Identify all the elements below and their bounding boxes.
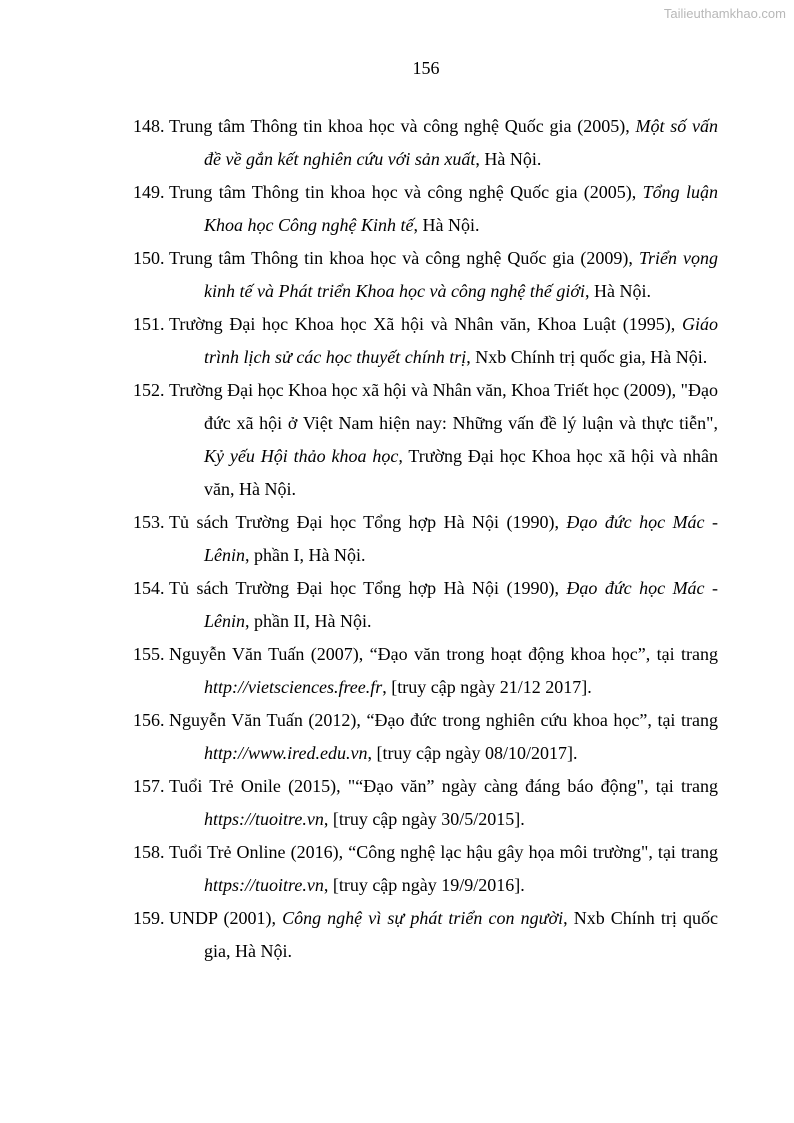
reference-text: Trường Đại học Khoa học xã hội và nhân văn, Hà Nội. (204, 446, 719, 499)
reference-number: 148. (133, 116, 165, 136)
reference-item (133, 572, 718, 638)
reference-text: , [truy cập ngày 30/5/2015]. (323, 809, 525, 829)
reference-title: Đạo đức học Mác - Lênin (204, 578, 718, 631)
reference-text: , [truy cập ngày 08/10/2017]. (367, 743, 578, 763)
reference-text: , [truy cập ngày 21/12 2017]. (382, 677, 592, 697)
reference-number: 159. (133, 908, 165, 928)
reference-text: Trung tâm Thông tin khoa học và công nghệ Quốc gia (2005), (169, 182, 643, 202)
reference-title: Tổng luận Khoa học Công nghệ Kinh tế (204, 182, 719, 235)
reference-item (133, 176, 718, 242)
reference-text: Tủ sách Trường Đại học Tổng hợp Hà Nội (1990), (169, 578, 567, 598)
reference-title: Kỷ yếu Hội thảo khoa học, (204, 446, 403, 466)
watermark: Tailieuthamkhao.com (663, 6, 786, 21)
reference-text: Trung tâm Thông tin khoa học và công nghệ Quốc gia (2005), (169, 116, 636, 136)
reference-text: Tuổi Trẻ Onile (2015), "“Đạo văn” ngày càng đáng báo động", tại trang (169, 776, 718, 796)
reference-text: , Nxb Chính trị quốc gia, Hà Nội. (204, 908, 719, 961)
reference-text: Tủ sách Trường Đại học Tổng hợp Hà Nội (1990), (169, 512, 567, 532)
reference-text: , phần II, Hà Nội. (245, 611, 372, 631)
reference-item (133, 242, 718, 308)
reference-list (133, 110, 718, 968)
reference-item (133, 902, 718, 968)
reference-title: Triển vọng kinh tế và Phát triển Khoa học và công nghệ thế giới (204, 248, 718, 301)
reference-title: http://www.ired.edu.vn (204, 743, 368, 763)
reference-item (133, 836, 718, 902)
reference-text: , Hà Nội. (475, 149, 542, 169)
reference-item (133, 704, 718, 770)
reference-number: 150. (133, 248, 165, 268)
reference-item (133, 308, 718, 374)
reference-text: Tuổi Trẻ Online (2016), “Công nghệ lạc hậu gây họa môi trường", tại trang (169, 842, 718, 862)
reference-text: , Hà Nội. (413, 215, 480, 235)
reference-item (133, 374, 718, 506)
page-number: 156 (412, 58, 440, 78)
reference-number: 149. (133, 182, 165, 202)
reference-text: Trung tâm Thông tin khoa học và công nghệ Quốc gia (2009), (169, 248, 639, 268)
reference-title: Đạo đức học Mác - Lênin (204, 512, 718, 565)
reference-item (133, 110, 718, 176)
reference-text: Nguyễn Văn Tuấn (2007), “Đạo văn trong hoạt động khoa học”, tại trang (169, 644, 718, 664)
reference-text: Trường Đại học Khoa học Xã hội và Nhân văn, Khoa Luật (1995), (169, 314, 682, 334)
reference-title: Giáo trình lịch sử các học thuyết chính trị (204, 314, 718, 367)
reference-title: http://vietsciences.free.fr (204, 677, 383, 697)
reference-number: 152. (133, 380, 165, 400)
reference-title: Công nghệ vì sự phát triển con người (282, 908, 564, 928)
reference-title: https://tuoitre.vn (204, 809, 324, 829)
reference-number: 156. (133, 710, 165, 730)
reference-text: UNDP (2001), (169, 908, 283, 928)
reference-title: https://tuoitre.vn (204, 875, 324, 895)
reference-title: Một số vấn đề về gắn kết nghiên cứu với sản xuất (204, 116, 718, 169)
reference-text: , [truy cập ngày 19/9/2016]. (323, 875, 525, 895)
reference-number: 151. (133, 314, 165, 334)
reference-number: 157. (133, 776, 165, 796)
reference-text: Trường Đại học Khoa học xã hội và Nhân văn, Khoa Triết học (2009), "Đạo đức xã hội ở Việt Nam hiện nay: Những vấn đề lý luận và thực tiễn", (169, 380, 718, 433)
reference-item (133, 506, 718, 572)
reference-number: 155. (133, 644, 165, 664)
reference-text: , phần I, Hà Nội. (245, 545, 366, 565)
reference-text: , Nxb Chính trị quốc gia, Hà Nội. (466, 347, 708, 367)
reference-number: 153. (133, 512, 165, 532)
reference-number: 158. (133, 842, 165, 862)
reference-item (133, 638, 718, 704)
reference-text: Nguyễn Văn Tuấn (2012), “Đạo đức trong nghiên cứu khoa học”, tại trang (169, 710, 718, 730)
reference-item (133, 770, 718, 836)
reference-number: 154. (133, 578, 165, 598)
reference-text: , Hà Nội. (585, 281, 652, 301)
